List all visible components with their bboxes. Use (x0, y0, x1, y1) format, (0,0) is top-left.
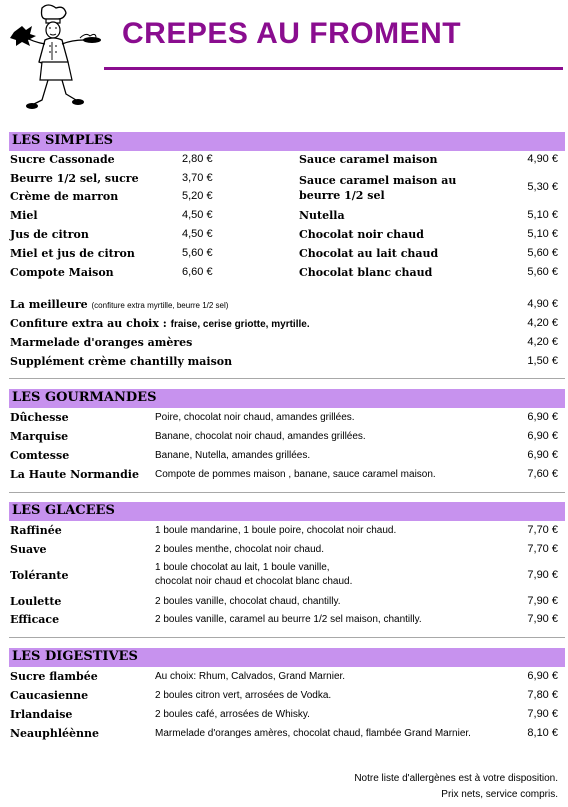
item-price: 7,60 € (527, 468, 558, 480)
section-divider (9, 492, 565, 493)
item-name: Supplément crème chantilly maison (10, 355, 233, 368)
item-price: 5,10 € (527, 228, 558, 240)
item-price: 7,90 € (527, 708, 558, 720)
item-description: Poire, chocolat noir chaud, amandes grillées. (155, 412, 355, 423)
item-name: Chocolat noir chaud (299, 228, 424, 241)
item-name: Neauphléènne (10, 727, 100, 740)
item-price: 6,90 € (527, 670, 558, 682)
footer-allergens-note: Notre liste d'allergènes est à votre disposition. (354, 773, 558, 784)
item-price: 7,90 € (527, 613, 558, 625)
item-name: Suave (10, 543, 47, 556)
page-title: CREPES AU FROMENT (122, 17, 462, 50)
item-name: Marquise (10, 430, 69, 443)
item-price: 5,60 € (527, 247, 558, 259)
item-price: 3,70 € (182, 172, 213, 184)
section-header-digestives: LES DIGESTIVES (9, 648, 565, 667)
item-description: 2 boules café, arrosées de Whisky. (155, 709, 310, 720)
section-header-gourmandes: LES GOURMANDES (9, 389, 565, 408)
item-price: 5,60 € (182, 247, 213, 259)
section-divider (9, 378, 565, 379)
item-name: Chocolat au lait chaud (299, 247, 439, 260)
item-note: fraise, cerise griotte, myrtille. (170, 319, 310, 330)
item-price: 7,80 € (527, 689, 558, 701)
item-description: 2 boules citron vert, arrosées de Vodka. (155, 690, 332, 701)
item-description: Banane, chocolat noir chaud, amandes grillées. (155, 431, 366, 442)
item-price: 7,70 € (527, 543, 558, 555)
item-name: Dûchesse (10, 411, 69, 424)
item-price: 6,90 € (527, 430, 558, 442)
item-price: 7,90 € (527, 569, 558, 581)
item-name: beurre 1/2 sel (299, 189, 385, 202)
item-price: 4,50 € (182, 209, 213, 221)
item-name: Nutella (299, 209, 345, 222)
item-price: 5,60 € (527, 266, 558, 278)
item-name: Irlandaise (10, 708, 73, 721)
title-underline (104, 67, 563, 70)
item-description: Marmelade d'oranges amères, chocolat chaud, flambée Grand Marnier. (155, 728, 471, 739)
item-description: Banane, Nutella, amandes grillées. (155, 450, 311, 461)
item-name: Miel et jus de citron (10, 247, 135, 260)
footer-prices-note: Prix nets, service compris. (441, 789, 558, 800)
item-name: La meilleure (confiture extra myrtille, beurre 1/2 sel) (10, 298, 229, 311)
item-name: Efficace (10, 613, 60, 626)
item-price: 4,20 € (527, 317, 558, 329)
section-divider (9, 637, 565, 638)
item-description: Compote de pommes maison , banane, sauce caramel maison. (155, 469, 436, 480)
item-price: 2,80 € (182, 153, 213, 165)
item-name: Crème de marron (10, 190, 119, 203)
item-price: 4,90 € (527, 298, 558, 310)
item-price: 8,10 € (527, 727, 558, 739)
item-name: Marmelade d'oranges amères (10, 336, 193, 349)
item-description: Au choix: Rhum, Calvados, Grand Marnier. (155, 671, 346, 682)
item-description: 1 boule chocolat au lait, 1 boule vanille, (155, 562, 330, 573)
item-price: 7,70 € (527, 524, 558, 536)
item-name: Compote Maison (10, 266, 114, 279)
item-name: Sucre Cassonade (10, 153, 115, 166)
item-description: chocolat noir chaud et chocolat blanc chaud. (155, 576, 353, 587)
item-price: 6,90 € (527, 411, 558, 423)
item-description: 2 boules vanille, caramel au beurre 1/2 sel maison, chantilly. (155, 614, 422, 625)
item-note: (confiture extra myrtille, beurre 1/2 sel) (91, 301, 229, 310)
item-name: Sauce caramel maison (299, 153, 438, 166)
item-description: 2 boules vanille, chocolat chaud, chantilly. (155, 596, 341, 607)
item-price: 1,50 € (527, 355, 558, 367)
item-price: 5,20 € (182, 190, 213, 202)
item-name: Tolérante (10, 569, 69, 582)
item-name: Confiture extra au choix : fraise, cerise griotte, myrtille. (10, 317, 310, 330)
item-price: 4,20 € (527, 336, 558, 348)
item-name: Sauce caramel maison au (299, 174, 457, 187)
chef-logo (2, 2, 104, 122)
item-name: Chocolat blanc chaud (299, 266, 433, 279)
item-name: Loulette (10, 595, 62, 608)
item-price: 5,10 € (527, 209, 558, 221)
item-description: 1 boule mandarine, 1 boule poire, chocolat noir chaud. (155, 525, 397, 536)
item-description: 2 boules menthe, chocolat noir chaud. (155, 544, 324, 555)
item-name: Beurre 1/2 sel, sucre (10, 172, 139, 185)
item-price: 6,90 € (527, 449, 558, 461)
item-price: 4,90 € (527, 153, 558, 165)
section-header-simples: LES SIMPLES (9, 132, 565, 151)
section-header-glacees: LES GLACEES (9, 502, 565, 521)
item-price: 5,30 € (527, 181, 558, 193)
item-name: Sucre flambée (10, 670, 98, 683)
item-price: 6,60 € (182, 266, 213, 278)
item-name: Raffinée (10, 524, 62, 537)
item-name: La Haute Normandie (10, 468, 139, 481)
item-price: 7,90 € (527, 595, 558, 607)
item-name: Jus de citron (10, 228, 89, 241)
item-name: Miel (10, 209, 38, 222)
item-name: Caucasienne (10, 689, 89, 702)
item-price: 4,50 € (182, 228, 213, 240)
item-name: Comtesse (10, 449, 70, 462)
